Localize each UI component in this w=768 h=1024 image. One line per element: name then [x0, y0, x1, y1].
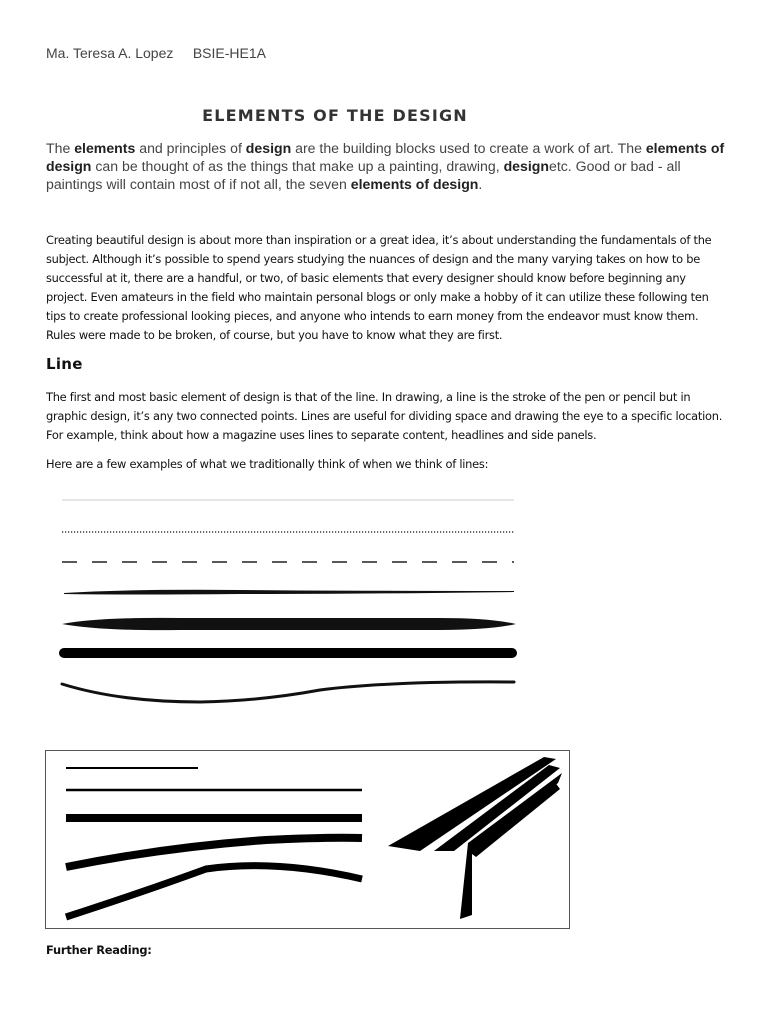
intro-text: The	[46, 140, 75, 156]
perspective-lines-graphic	[388, 757, 562, 919]
intro-emphasis: elements	[74, 140, 136, 156]
body-paragraph-fundamentals: Creating beautiful design is about more than inspiration or a great idea, it’s about understanding the fundamentals of the subject. Although it’s possible to spend years studying the nuances of design and the many varying takes on how to be successful at it, there are a handful, or two, of basic elements that every designer should know before beginning any project. Even amateurs in the field who maintain personal blogs or only make a hobby of it can utilize these following ten tips to create professional looking pieces, and anyone who intends to earn money from the endeavor must know them. Rules were made to be broken, of course, but you have to know what they are first.	[46, 233, 712, 342]
section-heading-line: Line	[46, 355, 83, 373]
further-reading-label: Further Reading:	[46, 943, 152, 957]
curved-brush-line	[62, 682, 514, 702]
intro-emphasis: design	[503, 158, 549, 174]
brush-thin-line	[64, 590, 514, 595]
intro-paragraph	[46, 139, 726, 193]
page-title: ELEMENTS OF THE DESIGN	[202, 106, 468, 125]
line-examples-illustration	[40, 488, 530, 713]
diagonal-thick-line	[66, 838, 362, 867]
line-figure-box	[45, 750, 570, 929]
author-line: Ma. Teresa A. Lopez BSIE-HE1A	[46, 45, 266, 61]
body-paragraph-examples-intro: Here are a few examples of what we traditionally think of when we think of lines:	[46, 457, 489, 471]
intro-text: .	[478, 176, 483, 192]
intro-text: and principles of	[135, 140, 246, 156]
intro-text: etc. Good or bad - all paintings will contain most of if not all, the seven	[46, 158, 681, 192]
intro-emphasis: elements of design	[46, 140, 725, 174]
tapered-brush-line	[62, 618, 516, 630]
body-paragraph-line: The first and most basic element of design is that of the line. In drawing, a line is the stroke of the pen or pencil but in graphic design, it’s any two connected points. Lines are useful for dividing space and drawing the eye to a specific location. For example, think about how a magazine uses lines to separate content, headlines and side panels.	[46, 390, 723, 442]
intro-text: can be thought of as the things that make up a painting, drawing,	[91, 158, 504, 174]
wave-thick-line	[66, 866, 362, 917]
intro-text: are the building blocks used to create a work of art. The	[291, 140, 646, 156]
line-variations-figure	[46, 751, 571, 930]
intro-emphasis: elements of design	[350, 176, 479, 192]
intro-emphasis: design	[245, 140, 292, 156]
